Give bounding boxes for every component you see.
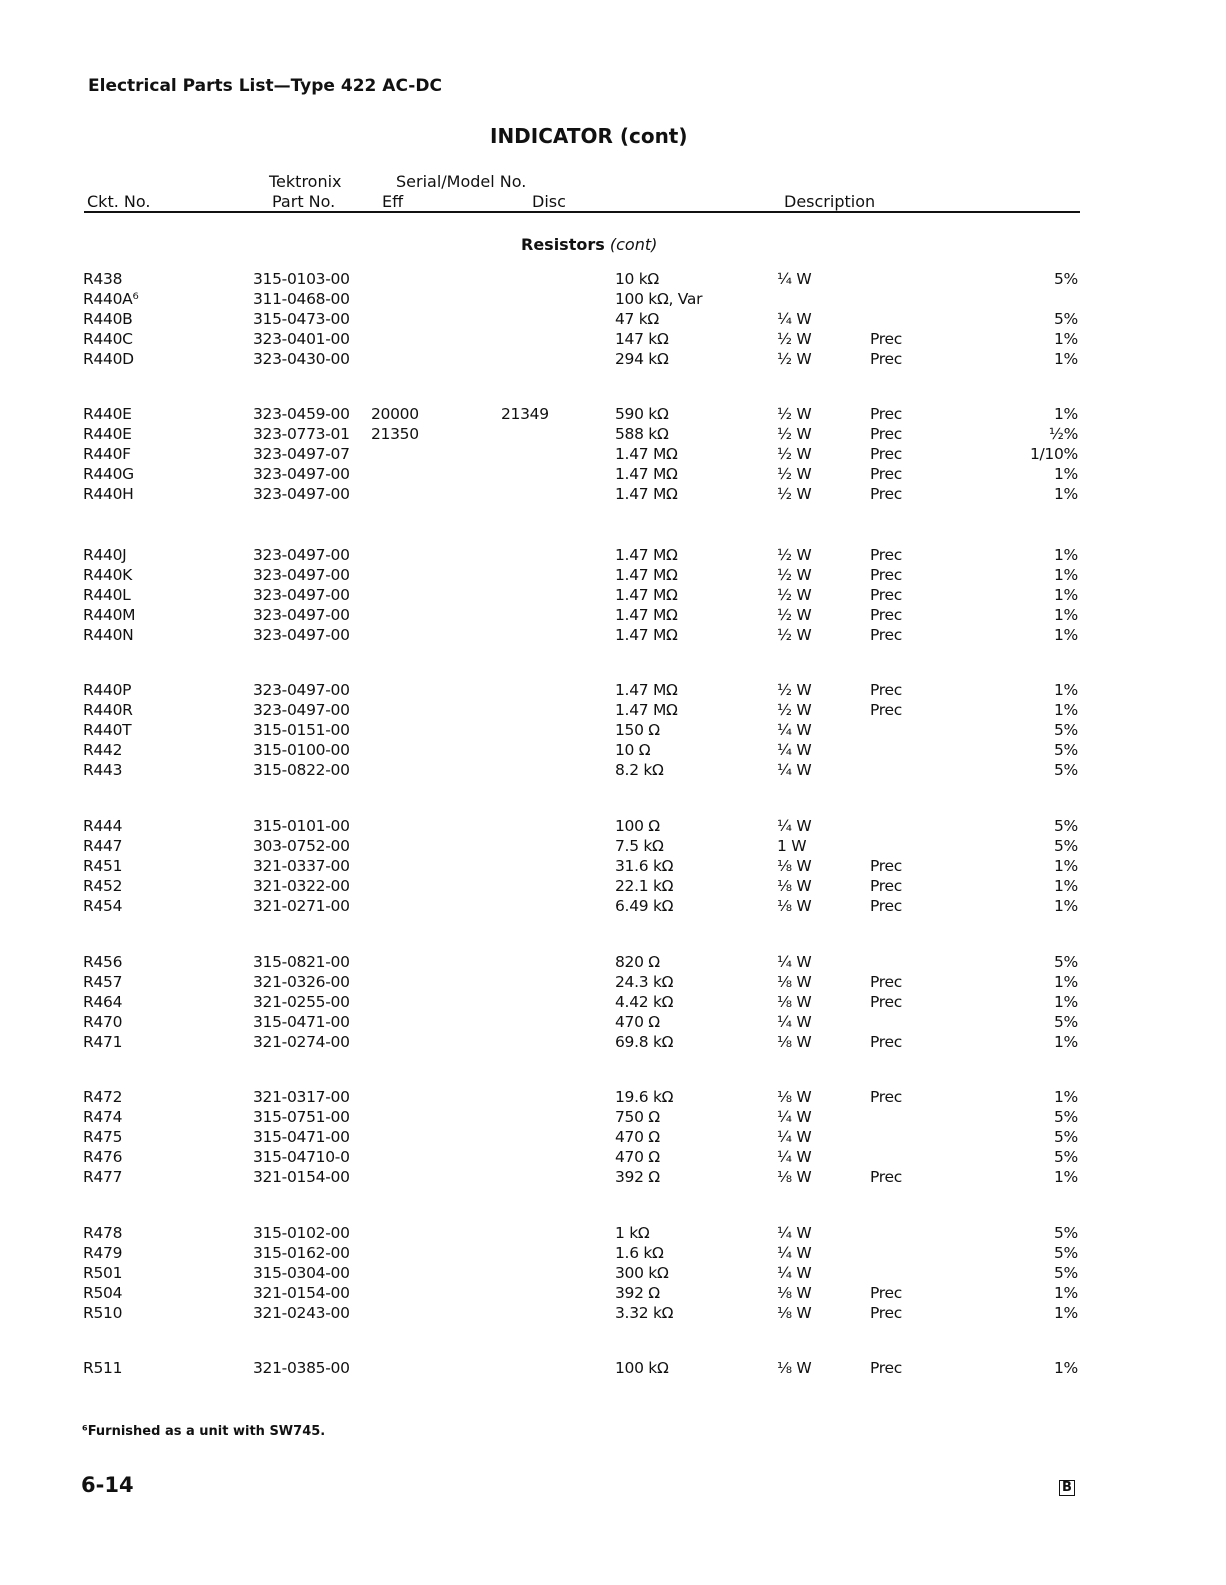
part-no: 315-0102-00	[253, 1224, 350, 1242]
type: Prec	[870, 1168, 902, 1186]
wattage: ¼ W	[777, 1224, 812, 1242]
value: 19.6 kΩ	[615, 1088, 674, 1106]
table-row	[0, 1108, 1226, 1128]
type: Prec	[870, 606, 902, 624]
table-row	[0, 350, 1226, 370]
part-no: 311-0468-00	[253, 290, 350, 308]
part-no: 303-0752-00	[253, 837, 350, 855]
value: 1.47 MΩ	[615, 566, 678, 584]
value: 1.47 MΩ	[615, 626, 678, 644]
wattage: ⅛ W	[777, 973, 812, 991]
wattage: ½ W	[777, 546, 812, 564]
wattage: ¼ W	[777, 270, 812, 288]
type: Prec	[870, 350, 902, 368]
wattage: ¼ W	[777, 741, 812, 759]
value: 1.47 MΩ	[615, 546, 678, 564]
ckt-no: R440E	[83, 425, 132, 443]
part-no: 315-0751-00	[253, 1108, 350, 1126]
table-row	[0, 626, 1226, 646]
value: 7.5 kΩ	[615, 837, 664, 855]
tolerance: 5%	[1054, 1264, 1078, 1282]
ckt-no: R471	[83, 1033, 123, 1051]
ckt-no: R440B	[83, 310, 133, 328]
table-row	[0, 606, 1226, 626]
wattage: ⅛ W	[777, 1284, 812, 1302]
value: 294 kΩ	[615, 350, 669, 368]
value: 24.3 kΩ	[615, 973, 674, 991]
tolerance: 1%	[1054, 330, 1078, 348]
ckt-no: R477	[83, 1168, 123, 1186]
value: 750 Ω	[615, 1108, 660, 1126]
tolerance: 1%	[1054, 701, 1078, 719]
table-row	[0, 1244, 1226, 1264]
table-row	[0, 1224, 1226, 1244]
wattage: 1 W	[777, 837, 807, 855]
table-row	[0, 857, 1226, 877]
part-no: 323-0497-00	[253, 681, 350, 699]
table-row	[0, 1264, 1226, 1284]
part-no: 321-0271-00	[253, 897, 350, 915]
ckt-no: R447	[83, 837, 123, 855]
row-group	[0, 1359, 1226, 1379]
ckt-no: R440H	[83, 485, 134, 503]
wattage: ½ W	[777, 626, 812, 644]
wattage: ⅛ W	[777, 857, 812, 875]
part-no: 323-0497-00	[253, 626, 350, 644]
type: Prec	[870, 546, 902, 564]
wattage: ¼ W	[777, 761, 812, 779]
value: 10 Ω	[615, 741, 651, 759]
table-row	[0, 566, 1226, 586]
subheading	[521, 235, 657, 254]
footnote: ⁶Furnished as a unit with SW745.	[82, 1424, 326, 1439]
wattage: ⅛ W	[777, 1088, 812, 1106]
value: 1.47 MΩ	[615, 681, 678, 699]
value: 1.6 kΩ	[615, 1244, 664, 1262]
type: Prec	[870, 405, 902, 423]
value: 590 kΩ	[615, 405, 669, 423]
type: Prec	[870, 485, 902, 503]
table-row	[0, 310, 1226, 330]
tolerance: 1%	[1054, 566, 1078, 584]
type: Prec	[870, 626, 902, 644]
ckt-no: R440N	[83, 626, 134, 644]
part-no: 321-0385-00	[253, 1359, 350, 1377]
table-row	[0, 485, 1226, 505]
table-row	[0, 546, 1226, 566]
value: 150 Ω	[615, 721, 660, 739]
table-row	[0, 681, 1226, 701]
table-row	[0, 741, 1226, 761]
part-no: 315-0151-00	[253, 721, 350, 739]
wattage: ¼ W	[777, 817, 812, 835]
type: Prec	[870, 681, 902, 699]
value: 10 kΩ	[615, 270, 659, 288]
part-no: 321-0154-00	[253, 1284, 350, 1302]
type: Prec	[870, 993, 902, 1011]
subheading-bold: Resistors	[521, 235, 605, 254]
wattage: ¼ W	[777, 1264, 812, 1282]
table-row	[0, 1033, 1226, 1053]
ckt-no: R440M	[83, 606, 136, 624]
wattage: ½ W	[777, 606, 812, 624]
type: Prec	[870, 445, 902, 463]
part-no: 323-0497-00	[253, 546, 350, 564]
type: Prec	[870, 330, 902, 348]
ckt-no: R454	[83, 897, 123, 915]
value: 22.1 kΩ	[615, 877, 674, 895]
ckt-no: R501	[83, 1264, 123, 1282]
ckt-no: R464	[83, 993, 123, 1011]
part-no: 315-0471-00	[253, 1128, 350, 1146]
wattage: ¼ W	[777, 1108, 812, 1126]
value: 1.47 MΩ	[615, 465, 678, 483]
tolerance: 1%	[1054, 1088, 1078, 1106]
part-no: 321-0322-00	[253, 877, 350, 895]
table-row	[0, 1148, 1226, 1168]
ckt-no: R474	[83, 1108, 123, 1126]
type: Prec	[870, 973, 902, 991]
type: Prec	[870, 701, 902, 719]
tolerance: 1%	[1054, 877, 1078, 895]
table-row	[0, 270, 1226, 290]
table-row	[0, 405, 1226, 425]
ckt-no: R452	[83, 877, 123, 895]
ckt-no: R479	[83, 1244, 123, 1262]
tolerance: 5%	[1054, 1224, 1078, 1242]
ckt-no: R475	[83, 1128, 123, 1146]
col-header-disc: Disc	[532, 192, 566, 211]
ckt-no: R472	[83, 1088, 123, 1106]
table-row	[0, 817, 1226, 837]
part-no: 323-0459-00	[253, 405, 350, 423]
ckt-no: R443	[83, 761, 123, 779]
table-row	[0, 953, 1226, 973]
value: 470 Ω	[615, 1148, 660, 1166]
col-header-serial: Serial/Model No.	[396, 172, 527, 191]
ckt-no: R440D	[83, 350, 134, 368]
ckt-no: R440L	[83, 586, 131, 604]
tolerance: 5%	[1054, 1128, 1078, 1146]
ckt-no: R457	[83, 973, 123, 991]
part-no: 315-04710-0	[253, 1148, 350, 1166]
table-row	[0, 701, 1226, 721]
part-no: 323-0497-00	[253, 586, 350, 604]
wattage: ¼ W	[777, 953, 812, 971]
serial-eff: 21350	[371, 425, 419, 443]
tolerance: 1%	[1054, 485, 1078, 503]
ckt-no: R438	[83, 270, 123, 288]
value: 588 kΩ	[615, 425, 669, 443]
tolerance: 1%	[1054, 973, 1078, 991]
ckt-no: R476	[83, 1148, 123, 1166]
part-no: 323-0430-00	[253, 350, 350, 368]
wattage: ¼ W	[777, 1013, 812, 1031]
wattage: ½ W	[777, 586, 812, 604]
part-no: 321-0243-00	[253, 1304, 350, 1322]
part-no: 321-0317-00	[253, 1088, 350, 1106]
col-header-eff: Eff	[382, 192, 404, 211]
tolerance: 1%	[1054, 546, 1078, 564]
section-title: INDICATOR (cont)	[490, 124, 688, 148]
table-row	[0, 1284, 1226, 1304]
page-number: 6-14	[81, 1473, 134, 1497]
wattage: ⅛ W	[777, 897, 812, 915]
ckt-no: R451	[83, 857, 123, 875]
tolerance: 1/10%	[1029, 445, 1078, 463]
part-no: 315-0473-00	[253, 310, 350, 328]
table-row	[0, 1304, 1226, 1324]
col-header-ckt: Ckt. No.	[87, 192, 151, 211]
part-no: 323-0497-07	[253, 445, 350, 463]
tolerance: 5%	[1054, 1013, 1078, 1031]
tolerance: 1%	[1054, 1168, 1078, 1186]
tolerance: 1%	[1054, 1304, 1078, 1322]
tolerance: 5%	[1054, 741, 1078, 759]
table-row	[0, 465, 1226, 485]
value: 1 kΩ	[615, 1224, 650, 1242]
wattage: ½ W	[777, 330, 812, 348]
tolerance: 5%	[1054, 1108, 1078, 1126]
value: 1.47 MΩ	[615, 586, 678, 604]
wattage: ¼ W	[777, 310, 812, 328]
tolerance: 5%	[1054, 310, 1078, 328]
wattage: ⅛ W	[777, 1304, 812, 1322]
value: 300 kΩ	[615, 1264, 669, 1282]
type: Prec	[870, 1088, 902, 1106]
value: 31.6 kΩ	[615, 857, 674, 875]
type: Prec	[870, 1033, 902, 1051]
part-no: 323-0401-00	[253, 330, 350, 348]
row-group	[0, 405, 1226, 505]
tolerance: 1%	[1054, 350, 1078, 368]
ckt-no: R442	[83, 741, 123, 759]
wattage: ¼ W	[777, 1244, 812, 1262]
row-group	[0, 1088, 1226, 1188]
part-no: 315-0100-00	[253, 741, 350, 759]
wattage: ¼ W	[777, 1148, 812, 1166]
part-no: 315-0101-00	[253, 817, 350, 835]
row-group	[0, 1224, 1226, 1324]
part-no: 315-0822-00	[253, 761, 350, 779]
wattage: ¼ W	[777, 721, 812, 739]
part-no: 315-0103-00	[253, 270, 350, 288]
ckt-no: R510	[83, 1304, 123, 1322]
value: 100 Ω	[615, 817, 660, 835]
wattage: ½ W	[777, 465, 812, 483]
ckt-no: R504	[83, 1284, 123, 1302]
tolerance: 5%	[1054, 1148, 1078, 1166]
part-no: 323-0497-00	[253, 465, 350, 483]
wattage: ⅛ W	[777, 993, 812, 1011]
value: 69.8 kΩ	[615, 1033, 674, 1051]
part-no: 323-0497-00	[253, 485, 350, 503]
table-row	[0, 877, 1226, 897]
serial-eff: 20000	[371, 405, 419, 423]
type: Prec	[870, 566, 902, 584]
ckt-no: R444	[83, 817, 123, 835]
value: 1.47 MΩ	[615, 701, 678, 719]
wattage: ½ W	[777, 445, 812, 463]
part-no: 315-0304-00	[253, 1264, 350, 1282]
ckt-no: R456	[83, 953, 123, 971]
type: Prec	[870, 425, 902, 443]
part-no: 321-0337-00	[253, 857, 350, 875]
type: Prec	[870, 465, 902, 483]
value: 47 kΩ	[615, 310, 659, 328]
row-group	[0, 953, 1226, 1053]
part-no: 321-0255-00	[253, 993, 350, 1011]
table-row	[0, 425, 1226, 445]
col-header-tektronix: Tektronix	[269, 172, 342, 191]
value: 1.47 MΩ	[615, 606, 678, 624]
tolerance: 5%	[1054, 721, 1078, 739]
table-row	[0, 1088, 1226, 1108]
value: 100 kΩ	[615, 1359, 669, 1377]
wattage: ⅛ W	[777, 1033, 812, 1051]
part-no: 323-0497-00	[253, 566, 350, 584]
tolerance: 5%	[1054, 837, 1078, 855]
ckt-no: R440R	[83, 701, 133, 719]
part-no: 321-0326-00	[253, 973, 350, 991]
value: 147 kΩ	[615, 330, 669, 348]
wattage: ½ W	[777, 566, 812, 584]
wattage: ½ W	[777, 350, 812, 368]
tolerance: 1%	[1054, 897, 1078, 915]
part-no: 323-0497-00	[253, 701, 350, 719]
wattage: ½ W	[777, 485, 812, 503]
value: 470 Ω	[615, 1013, 660, 1031]
type: Prec	[870, 1304, 902, 1322]
type: Prec	[870, 877, 902, 895]
header-rule	[84, 211, 1080, 213]
wattage: ⅛ W	[777, 877, 812, 895]
part-no: 321-0274-00	[253, 1033, 350, 1051]
type: Prec	[870, 857, 902, 875]
serial-disc: 21349	[501, 405, 549, 423]
ckt-no: R440P	[83, 681, 132, 699]
tolerance: 1%	[1054, 857, 1078, 875]
table-row	[0, 993, 1226, 1013]
tolerance: 5%	[1054, 953, 1078, 971]
ckt-no: R440T	[83, 721, 132, 739]
value: 820 Ω	[615, 953, 660, 971]
ckt-no: R470	[83, 1013, 123, 1031]
table-row	[0, 897, 1226, 917]
row-group	[0, 546, 1226, 646]
tolerance: 1%	[1054, 993, 1078, 1011]
row-group	[0, 681, 1226, 781]
table-row	[0, 761, 1226, 781]
ckt-no: R440E	[83, 405, 132, 423]
tolerance: 1%	[1054, 681, 1078, 699]
row-group	[0, 817, 1226, 917]
type: Prec	[870, 897, 902, 915]
wattage: ½ W	[777, 681, 812, 699]
subheading-italic: (cont)	[609, 235, 658, 254]
tolerance: 1%	[1054, 405, 1078, 423]
running-title: Electrical Parts List—Type 422 AC-DC	[88, 76, 442, 96]
table-row	[0, 837, 1226, 857]
tolerance: 5%	[1054, 761, 1078, 779]
tolerance: 1%	[1054, 1033, 1078, 1051]
wattage: ½ W	[777, 425, 812, 443]
tolerance: 1%	[1054, 606, 1078, 624]
wattage: ¼ W	[777, 1128, 812, 1146]
part-no: 323-0497-00	[253, 606, 350, 624]
tolerance: ½%	[1048, 425, 1078, 443]
table-row	[0, 1013, 1226, 1033]
tolerance: 1%	[1054, 465, 1078, 483]
row-group	[0, 270, 1226, 370]
ckt-no: R478	[83, 1224, 123, 1242]
type: Prec	[870, 1359, 902, 1377]
value: 1.47 MΩ	[615, 485, 678, 503]
col-header-part: Part No.	[272, 192, 336, 211]
table-row	[0, 586, 1226, 606]
value: 470 Ω	[615, 1128, 660, 1146]
part-no: 315-0821-00	[253, 953, 350, 971]
tolerance: 5%	[1054, 817, 1078, 835]
col-header-description: Description	[784, 192, 876, 211]
table-row	[0, 973, 1226, 993]
value: 392 Ω	[615, 1284, 660, 1302]
ckt-no: R440K	[83, 566, 133, 584]
wattage: ½ W	[777, 701, 812, 719]
table-row	[0, 1128, 1226, 1148]
value: 6.49 kΩ	[615, 897, 674, 915]
ckt-no: R440A⁶	[83, 290, 139, 308]
tolerance: 1%	[1054, 586, 1078, 604]
value: 4.42 kΩ	[615, 993, 674, 1011]
value: 1.47 MΩ	[615, 445, 678, 463]
tolerance: 5%	[1054, 1244, 1078, 1262]
type: Prec	[870, 586, 902, 604]
value: 8.2 kΩ	[615, 761, 664, 779]
type: Prec	[870, 1284, 902, 1302]
table-row	[0, 330, 1226, 350]
table-row	[0, 290, 1226, 310]
ckt-no: R440C	[83, 330, 133, 348]
value: 392 Ω	[615, 1168, 660, 1186]
wattage: ⅛ W	[777, 1168, 812, 1186]
value: 3.32 kΩ	[615, 1304, 674, 1322]
table-row	[0, 721, 1226, 741]
ckt-no: R440J	[83, 546, 127, 564]
wattage: ⅛ W	[777, 1359, 812, 1377]
tolerance: 1%	[1054, 1284, 1078, 1302]
table-row	[0, 1168, 1226, 1188]
tolerance: 1%	[1054, 626, 1078, 644]
part-no: 323-0773-01	[253, 425, 350, 443]
ckt-no: R511	[83, 1359, 123, 1377]
tolerance: 5%	[1054, 270, 1078, 288]
part-no: 321-0154-00	[253, 1168, 350, 1186]
part-no: 315-0162-00	[253, 1244, 350, 1262]
ckt-no: R440F	[83, 445, 131, 463]
wattage: ½ W	[777, 405, 812, 423]
tolerance: 1%	[1054, 1359, 1078, 1377]
value: 100 kΩ, Var	[615, 290, 703, 308]
table-row	[0, 445, 1226, 465]
table-row	[0, 1359, 1226, 1379]
ckt-no: R440G	[83, 465, 134, 483]
part-no: 315-0471-00	[253, 1013, 350, 1031]
revision-mark: B	[1059, 1480, 1075, 1496]
